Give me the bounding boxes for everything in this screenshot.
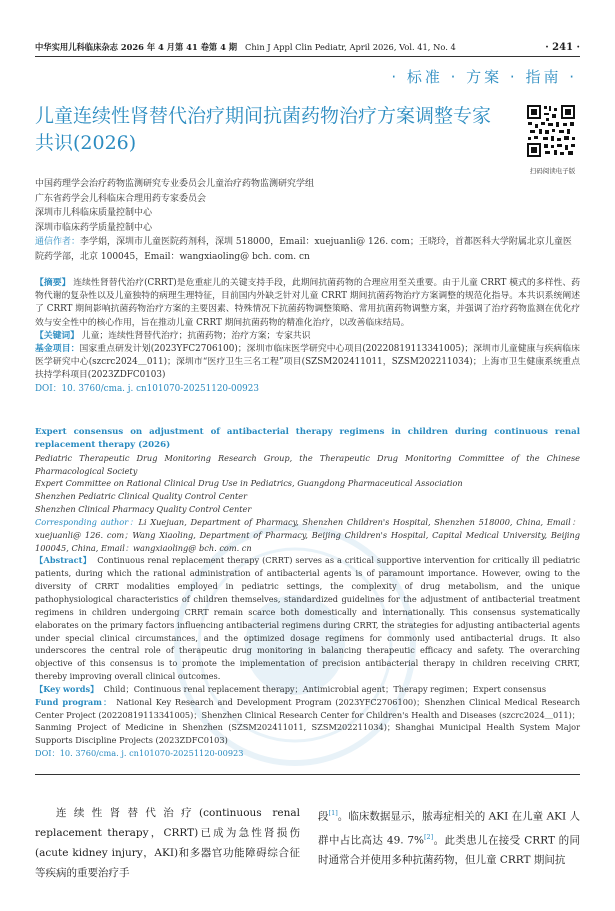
group-line: Pediatric Therapeutic Drug Monitoring Research Group, the Therapeutic Drug Monitoring Committee of the Chinese Pharmacological Society	[35, 452, 580, 476]
body-paragraph: 连续性肾替代治疗(continuous renal replacement therapy，CRRT)已成为急性肾损伤(acute kidney injury，AKI)和多器官功能障碍综合征等疾病的重要治疗手	[35, 807, 300, 879]
journal-name-cn: 中华实用儿科临床杂志 2026 年 4 月第 41 卷第 4 期	[35, 42, 238, 52]
body-column-1	[35, 803, 300, 883]
group-line: Expert Committee on Rational Clinical Drug Use in Pediatrics, Guangdong Pharmaceutical Association	[35, 478, 463, 489]
citation-ref[interactable]: [1]	[328, 809, 338, 817]
affiliation-line: 深圳市临床药学质量控制中心	[35, 222, 153, 233]
qr-code-icon[interactable]	[526, 104, 576, 158]
abstract-en-text: Continuous renal replacement therapy (CRRT) serves as a critical supportive intervention for critically ill pediatric patients, during which the rational administration of antibacterial agents is of paramount importance. However, owing to the diversity of CRRT modalities employed in pediatric settings, the complexity of drug metabolism, and the unique pathophysiological characteristics of children themselves, standardized guidelines for the adjustment of antibacterial treatment regimens in children undergoing CRRT remain scarce both domestically and internationally. This consensus systematically elaborates on the primary factors influencing antibacterial regimens during CRRT, the strategies for adjusting antibacterial agents under special clinical circumstances, and the optimized dosage regimens for commonly used antibacterial drugs. It also underscores the central role of therapeutic drug monitoring in balancing therapeutic efficacy and safety. The overarching objective of this consensus is to promote the implementation of precision antibacterial therapy in children receiving CRRT, thereby improving overall clinical outcomes.	[35, 555, 580, 682]
keywords-text: 儿童；连续性肾替代治疗；抗菌药物；治疗方案；专家共识	[81, 330, 311, 341]
fund-label: 基金项目：	[35, 344, 80, 355]
keywords-en-label: 【Key words】	[35, 683, 99, 694]
header-rule	[35, 56, 580, 57]
group-line: Shenzhen Clinical Pharmacy Quality Control Center	[35, 504, 252, 515]
article-title: 儿童连续性肾替代治疗期间抗菌药物治疗方案调整专家共识(2026)	[35, 105, 492, 154]
body-column-2	[318, 803, 580, 870]
corresponding-author-label: Corresponding author：	[35, 516, 139, 527]
affiliation-line: 广东省药学会儿科临床合理用药专家委员会	[35, 193, 207, 204]
section-tag: · 标准 · 方案 · 指南 ·	[391, 68, 577, 86]
corresponding-text: 李学娟，深圳市儿童医院药剂科，深圳 518000，Email：xuejuanli@ 126. com；王晓玲，首都医科大学附属北京儿童医院药学部，北京 100045，Email：wangxiaoling@ bch. com. cn	[35, 237, 572, 262]
citation-ref[interactable]: [2]	[424, 832, 434, 841]
page-number: · 241 ·	[545, 42, 580, 53]
doi-en-link[interactable]: DOI：10. 3760/cma. j. cn101070-20251120-00923	[35, 748, 244, 759]
abstract-text: 连续性肾替代治疗(CRRT)是危重症儿的关键支持手段，此期间抗菌药物的合理应用至关重要。由于儿童 CRRT 模式的多样性、药物代谢的复杂性以及儿童独特的病理生理特征，目前国内外缺乏针对儿童 CRRT 期间抗菌药物治疗方案调整的规范化指导。本共识系统阐述了 CRRT 期间影响抗菌药物治疗方案的主要因素、特殊情况下抗菌药物调整策略、常用抗菌药物调整方案，并强调了治疗药物监测在优化疗效与安全性中的核心作用，旨在推动儿童 CRRT 期间抗菌药物的精准化治疗，以改善临床结局。	[35, 278, 580, 328]
abstract-label: 【摘要】	[35, 278, 71, 288]
corresponding-author-text: Li Xuejuan, Department of Pharmacy, Shenzhen Children's Hospital, Shenzhen 518000, China, Email：xuejuanli@ 126. com；Wang Xiaoling, Department of Pharmacy, Beijing Children's Hospital, Capital Medical University, Beijing 100045, China, Email：wangxiaoling@ bch. com. cn	[35, 516, 580, 553]
fund-en-text: National Key Research and Development Program (2023YFC2706100)；Shenzhen Clinical Medical Research Center Project (20220819113341005)；Shenzhen Clinical Research Center for Children's Health and Diseases (szcrc2024＿011)；Sanming Project of Medicine in Shenzhen (SZSM202411011, SZSM202211034)；Shanghai Municipal Health System Major Supports Discipline Projects (2023ZDFC0103)	[35, 696, 580, 746]
journal-header	[35, 42, 580, 53]
affiliation-line: 深圳市儿科临床质量控制中心	[35, 208, 153, 219]
abstract-rule	[35, 774, 580, 775]
corresponding-label: 通信作者：	[35, 237, 81, 248]
group-line: Shenzhen Pediatric Clinical Quality Control Center	[35, 491, 248, 502]
body-text: 段	[318, 810, 329, 823]
journal-name-en: Chin J Appl Clin Pediatr, April 2026, Vol. 41, No. 4	[244, 42, 456, 52]
keywords-label: 【关键词】	[35, 330, 79, 341]
keywords-en-text: Child；Continuous renal replacement therapy；Antimicrobial agent；Therapy regimen；Expert consensus	[103, 683, 547, 694]
english-title: Expert consensus on adjustment of antibacterial therapy regimens in children during continuous renal replacement therapy (2026)	[35, 427, 580, 450]
abstract-cn	[35, 277, 580, 396]
body-text: 。临床数据显示，脓毒症相关的 AKI 在儿童 AKI 人群中占比高达 49. 7%	[318, 810, 581, 846]
fund-text: 国家重点研发计划(2023YFC2706100)；深圳市临床医学研究中心项目(20220819113341005)；深圳市儿童健康与疾病临床医学研究中心(szcrc2024＿011)；深圳市“医疗卫生三名工程”项目(SZSM202411011，SZSM202211034)；上海市卫生健康系统重点扶持学科项目(2023ZDFC0103)	[35, 344, 580, 381]
body-text: 。此类患儿在接受 CRRT 的同时通常合并使用多种抗菌药物，但儿童 CRRT 期间抗	[318, 834, 581, 866]
abstract-en	[35, 426, 580, 760]
qr-caption: 扫码阅读电子版	[529, 167, 576, 175]
affiliations	[35, 177, 575, 265]
fund-en-label: Fund program：	[35, 696, 113, 707]
affiliation-line: 中国药理学会治疗药物监测研究专业委员会儿童治疗药物监测研究学组	[35, 179, 315, 189]
doi-link[interactable]: DOI：10. 3760/cma. j. cn101070-20251120-00923	[35, 383, 259, 394]
abstract-en-label: 【Abstract】	[35, 555, 92, 566]
